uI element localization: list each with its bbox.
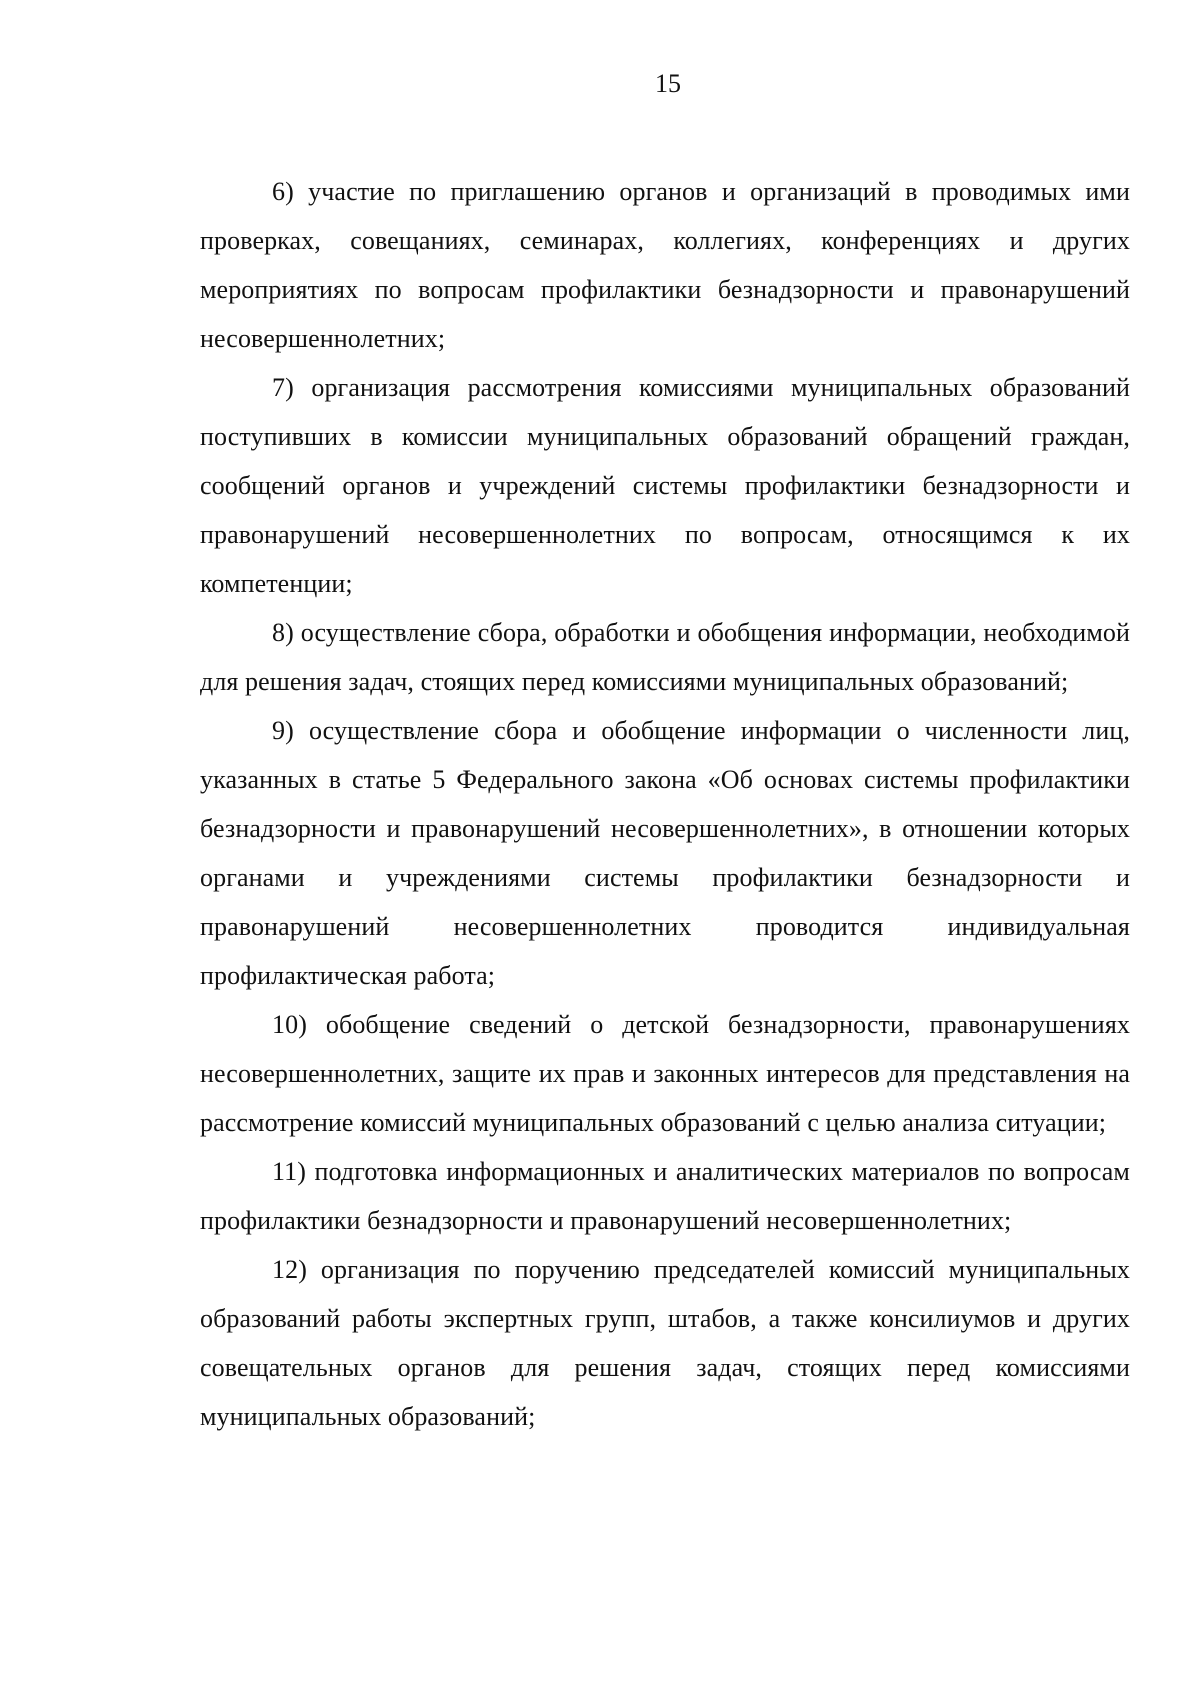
list-item-11 [200,1147,1130,1245]
item-number: 10) [272,1010,307,1039]
item-text: участие по приглашению органов и организаций в проводимых ими проверках, совещаниях, семинарах, коллегиях, конференциях и других мероприятиях по вопросам профилактики безнадзорности и правонарушений несовершеннолетних; [200,177,1130,353]
item-text: подготовка информационных и аналитических материалов по вопросам профилактики безнадзорности и правонарушений несовершеннолетних; [200,1157,1130,1235]
list-item-8 [200,608,1130,706]
page-number: 15 [655,69,681,98]
document-body [200,167,1130,1441]
item-text: организация рассмотрения комиссиями муниципальных образований поступивших в комиссии муниципальных образований обращений граждан, сообщений органов и учреждений системы профилактики безнадзорности и правонарушений несовершеннолетних по вопросам, относящимся к их компетенции; [200,373,1130,598]
list-item-9 [200,706,1130,1000]
list-item-6 [200,167,1130,363]
item-number: 6) [272,177,294,206]
item-text: осуществление сбора и обобщение информации о численности лиц, указанных в статье 5 Федерального закона «Об основах системы профилактики безнадзорности и правонарушений несовершеннолетних», в отношении которых органами и учреждениями системы профилактики безнадзорности и правонарушений несовершеннолетних проводится индивидуальная профилактическая работа; [200,716,1130,990]
item-number: 12) [272,1255,307,1284]
list-item-12 [200,1245,1130,1441]
item-number: 8) [272,618,294,647]
item-number: 7) [272,373,294,402]
item-number: 11) [272,1157,306,1186]
list-item-7 [200,363,1130,608]
item-number: 9) [272,716,294,745]
item-text: обобщение сведений о детской безнадзорности, правонарушениях несовершеннолетних, защите их прав и законных интересов для представления на рассмотрение комиссий муниципальных образований с целью анализа ситуации; [200,1010,1130,1137]
item-text: организация по поручению председателей комиссий муниципальных образований работы экспертных групп, штабов, а также консилиумов и других совещательных органов для решения задач, стоящих перед комиссиями муниципальных образований; [200,1255,1130,1431]
list-item-10 [200,1000,1130,1147]
item-text: осуществление сбора, обработки и обобщения информации, необходимой для решения задач, стоящих перед комиссиями муниципальных образований; [200,618,1130,696]
